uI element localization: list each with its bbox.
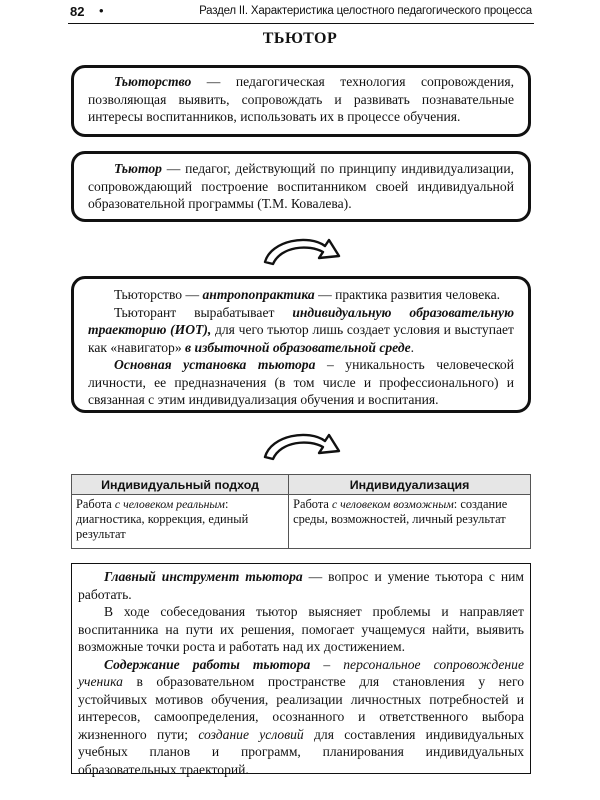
header-rule	[68, 23, 534, 24]
text: — практика развития человека.	[314, 287, 501, 302]
paragraph	[88, 304, 514, 357]
text: Тьюторство —	[114, 287, 203, 302]
term: Тьюторство	[114, 74, 192, 89]
definition-box-tutor	[71, 151, 531, 222]
comparison-table	[71, 474, 531, 549]
definition-text	[88, 73, 514, 126]
paragraph: В ходе собеседования тьютор выясняет проблемы и направляет воспитанника на пути их решения, помогает учащемуся найти, выявить возможные точки роста и работать над их достижением.	[78, 604, 524, 654]
page-title: ТЬЮТОР	[262, 30, 338, 47]
column-header: Индивидуальный подход	[72, 475, 289, 495]
term: индивидуальную образовательную траекторию (ИОТ),	[88, 304, 515, 337]
curved-arrow-icon	[259, 232, 343, 268]
text: : создание среды, возможностей, личный результат	[293, 497, 508, 526]
term: в избыточной образовательной среде	[185, 339, 411, 355]
column-header: Индивидуализация	[289, 475, 531, 495]
table-cell	[72, 495, 289, 549]
emphasis: персональное сопровождение ученика	[78, 656, 524, 689]
text: для составления индивидуальных учебных планов и программ, планирования индивидуальных образовательных траекторий.	[78, 726, 524, 777]
term: Тьютор	[114, 161, 162, 176]
header-separator: •	[99, 3, 104, 18]
term: Главный инструмент тьютора	[104, 569, 303, 584]
table-header-row	[72, 475, 531, 495]
definition-body: — педагог, действующий по принципу индивидуализации, сопровождающий построение воспитанником своей индивидуальной образовательной программы (Т.М. Ковалева).	[88, 161, 514, 211]
text: для чего тьютор лишь создает условия и выступает как «навигатор»	[88, 322, 514, 355]
definition-box-tutoring	[71, 65, 531, 137]
emphasis: с человеком реальным	[114, 497, 225, 511]
term: Содержание работы тьютора	[104, 656, 311, 672]
text: .	[410, 339, 415, 355]
paragraph	[88, 356, 514, 409]
running-title: Раздел II. Характеристика целостного педагогического процесса	[199, 5, 532, 17]
text: –	[310, 656, 344, 672]
emphasis: с человеком возможным	[331, 497, 454, 511]
paragraph	[78, 568, 524, 603]
table-cell	[289, 495, 531, 549]
page-number: 82	[70, 4, 85, 19]
text: — вопрос и умение тьютора с ним работать.	[78, 569, 524, 602]
curved-arrow-icon	[259, 427, 343, 463]
tutor-work-box	[71, 563, 531, 777]
paragraph	[88, 286, 514, 304]
emphasis: создание условий	[198, 726, 304, 742]
table-row	[72, 495, 531, 549]
text: в образовательном пространстве для становления у него устойчивых мотивов обучения, реализации личностных потребностей и интересов, самоопределения, осознанного и ответственного выбора жизненного пути;	[78, 674, 524, 742]
page-header	[0, 0, 600, 26]
text: Работа	[76, 497, 115, 511]
definition-text	[88, 160, 514, 213]
definition-body: — педагогическая технология сопровождения, позволяющая выявить, сопровождать и развивать познавательные интересы воспитанников, использовать их в процессе обучения.	[88, 74, 514, 124]
term: антропопрактика	[202, 287, 315, 302]
paragraph	[78, 656, 524, 779]
text: Тьюторант вырабатывает	[114, 304, 293, 320]
text: – уникальность человеческой личности, ее предназначения (в том числе и профессионального) и связанная с этим индивидуализация обучения и воспитания.	[88, 357, 515, 407]
anthropopractice-box	[71, 276, 531, 413]
term: Основная установка тьютора	[114, 357, 316, 372]
text: : диагностика, коррекция, единый результат	[76, 497, 249, 541]
text: Работа	[293, 497, 332, 511]
